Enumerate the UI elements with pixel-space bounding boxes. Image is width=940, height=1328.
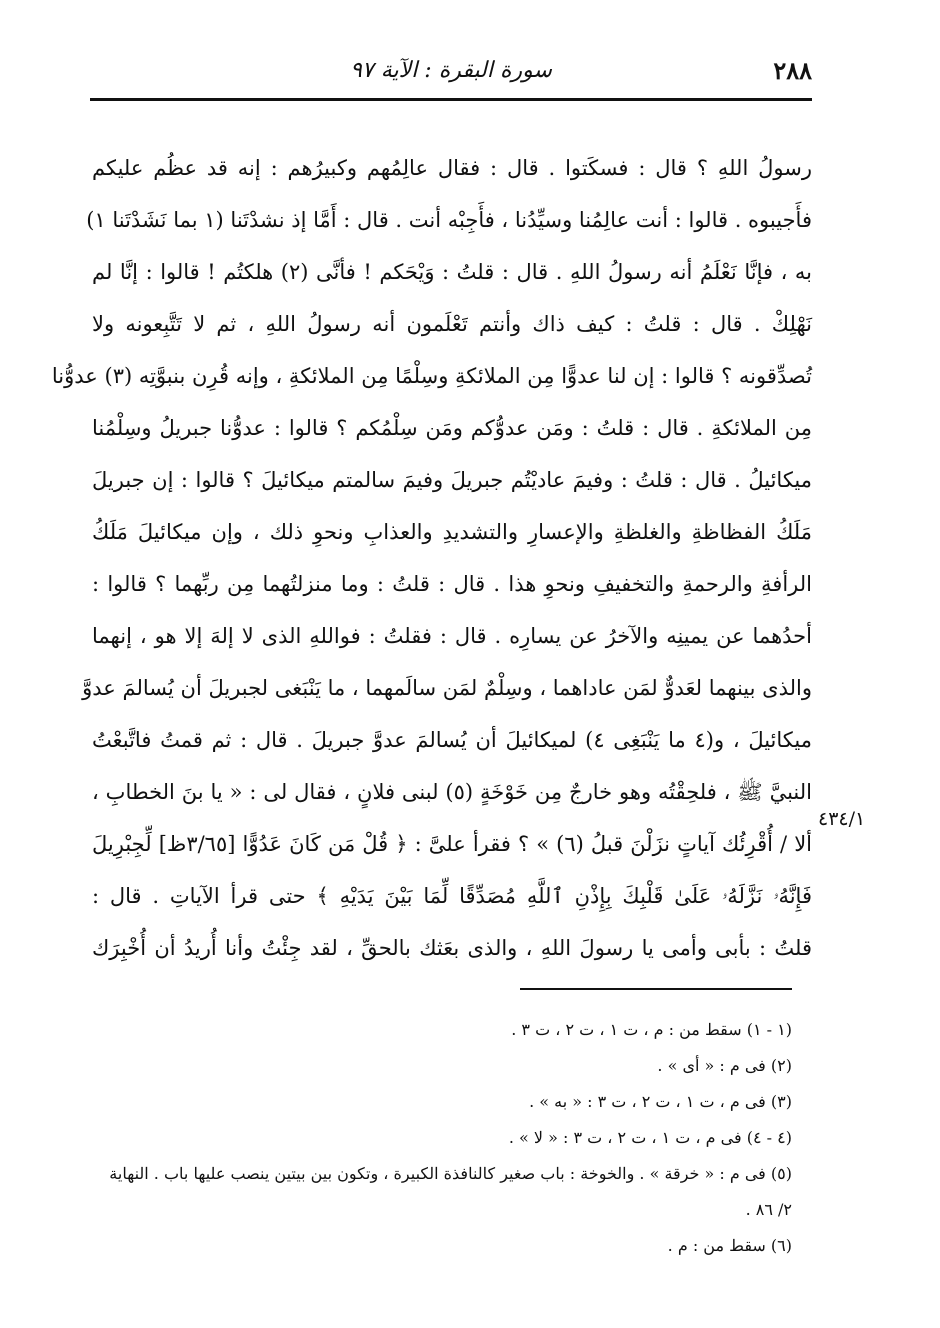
body-line: به ، فإنَّا نَعْلَمُ أنه رسولُ اللهِ . قال : قلتُ : وَيْحَكم ! فأنَّى (٢) هلكتُم ! قالوا : إنَّا لم bbox=[92, 260, 813, 284]
footnote: (٢) فى م : « أى » . bbox=[657, 1056, 792, 1075]
body-text bbox=[51, 142, 813, 974]
footnote: (٣) فى م ، ت ١ ، ت ٢ ، ت ٣ : « به » . bbox=[529, 1092, 792, 1111]
footnote: ٢/ ٨٦ . bbox=[745, 1200, 792, 1219]
body-line: ألا / أُقْرِئُك آياتٍ نزَلْنَ قبلُ (٦) » ؟ فقرأ علىَّ : ﴿ قُلْ مَن كَانَ عَدُوًّا [٣/٦٥ظ] لِّجِبْرِيلَ bbox=[92, 832, 813, 856]
body-line: والذى بينهما لعَدوٌّ لمَن عاداهما ، وسِلْمٌ لمَن سالَمهما ، ما يَنْبَغى لجبريلَ أن يُسالمَ عدوَّ bbox=[82, 676, 812, 700]
body-line: فَإِنَّهُۥ نَزَّلَهُۥ عَلَىٰ قَلْبِكَ بِإِذْنِ ٱللَّهِ مُصَدِّقًا لِّمَا بَيْنَ يَدَيْهِ ﴾ حتى قرأ الآياتِ . قال : bbox=[92, 884, 812, 908]
body-line: مِن الملائكةِ . قال : قلتُ : ومَن عدوُّكم ومَن سِلْمُكم ؟ قالوا : عدوُّنا جبريلُ وسِلْمُنا bbox=[92, 416, 812, 440]
footnote: (٦) سقط من : م . bbox=[667, 1236, 792, 1255]
body-line: ميكائيلُ . قال : قلتُ : وفيمَ عاديْتُم جبريلَ وفيمَ سالمتم ميكائيلَ ؟ قالوا : إن جبريلَ bbox=[92, 468, 812, 492]
footnote: (٤ - ٤) فى م ، ت ١ ، ت ٢ ، ت ٣ : « لا » . bbox=[508, 1128, 792, 1147]
header-rule bbox=[90, 98, 812, 101]
body-line: النبيَّ ﷺ ، فلحِقْتُه وهو خارجٌ مِن خَوْخَةٍ (٥) لبنى فلانٍ ، فقال لى : « يا بنَ الخطابِ ، bbox=[92, 780, 812, 804]
body-line: فأَجيبوه . قالوا : أنت عالِمُنا وسيِّدُنا ، فأَجِبْه أنت . قال : أَمَّا إذ نشدْتَنا (١ بما نَشَدْتَنا ١) bbox=[86, 208, 812, 232]
page-header bbox=[90, 56, 812, 92]
footnote-rule bbox=[520, 988, 792, 990]
running-title: سورة البقرة : الآية ٩٧ bbox=[350, 58, 552, 83]
body-line: أحدُهما عن يمينِه والآخرُ عن يسارِه . قال : فقلتُ : فواللهِ الذى لا إلهَ إلا هو ، إنهما bbox=[92, 624, 812, 648]
body-line: تُصدِّقونه ؟ قالوا : إن لنا عدوًّا مِن الملائكةِ وسِلْمًا مِن الملائكةِ ، وإنه قُرِن بنبوَّتِه (٣) عدوُّنا bbox=[51, 364, 812, 388]
footnotes bbox=[92, 1012, 792, 1264]
body-line: مَلَكُ الفظاظةِ والغلظةِ والإعسارِ والتشديدِ والعذابِ ونحوِ ذلك ، وإن ميكائيلَ مَلَكُ bbox=[92, 520, 812, 544]
body-line: نَهْلِكْ . قال : قلتُ : كيف ذاك وأنتم تَعْلَمون أنه رسولُ اللهِ ، ثم لا تَتَّبِعونه ولا bbox=[92, 312, 812, 336]
margin-reference: ٤٣٤/١ bbox=[818, 808, 866, 830]
body-line: قلتُ : بأبى وأمى يا رسولَ اللهِ ، والذى بعَثك بالحقِّ ، لقد جِئْتُ وأنا أُريدُ أن أُخْبِرَك bbox=[92, 936, 812, 960]
body-line: رسولُ اللهِ ؟ قال : فسكَتوا . قال : فقال عالِمُهم وكبيرُهم : إنه قد عظُم عليكم bbox=[92, 156, 812, 180]
footnote: (٥) فى م : « خرقة » . والخوخة : باب صغير كالنافذة الكبيرة ، وتكون بين بيتين ينصب عليها باب . النهاية bbox=[109, 1164, 792, 1183]
page-number: ٢٨٨ bbox=[773, 56, 812, 85]
body-line: الرأفةِ والرحمةِ والتخفيفِ ونحوِ هذا . قال : قلتُ : وما منزلتُهما مِن ربِّهما ؟ قالوا : bbox=[92, 572, 812, 596]
footnote: (١ - ١) سقط من : م ، ت ١ ، ت ٢ ، ت ٣ . bbox=[511, 1020, 792, 1039]
body-line: ميكائيلَ ، و(٤ ما يَنْبَغِى ٤) لميكائيلَ أن يُسالمَ عدوَّ جبريلَ . قال : ثم قمتُ فاتَّبعْتُ bbox=[92, 728, 812, 752]
